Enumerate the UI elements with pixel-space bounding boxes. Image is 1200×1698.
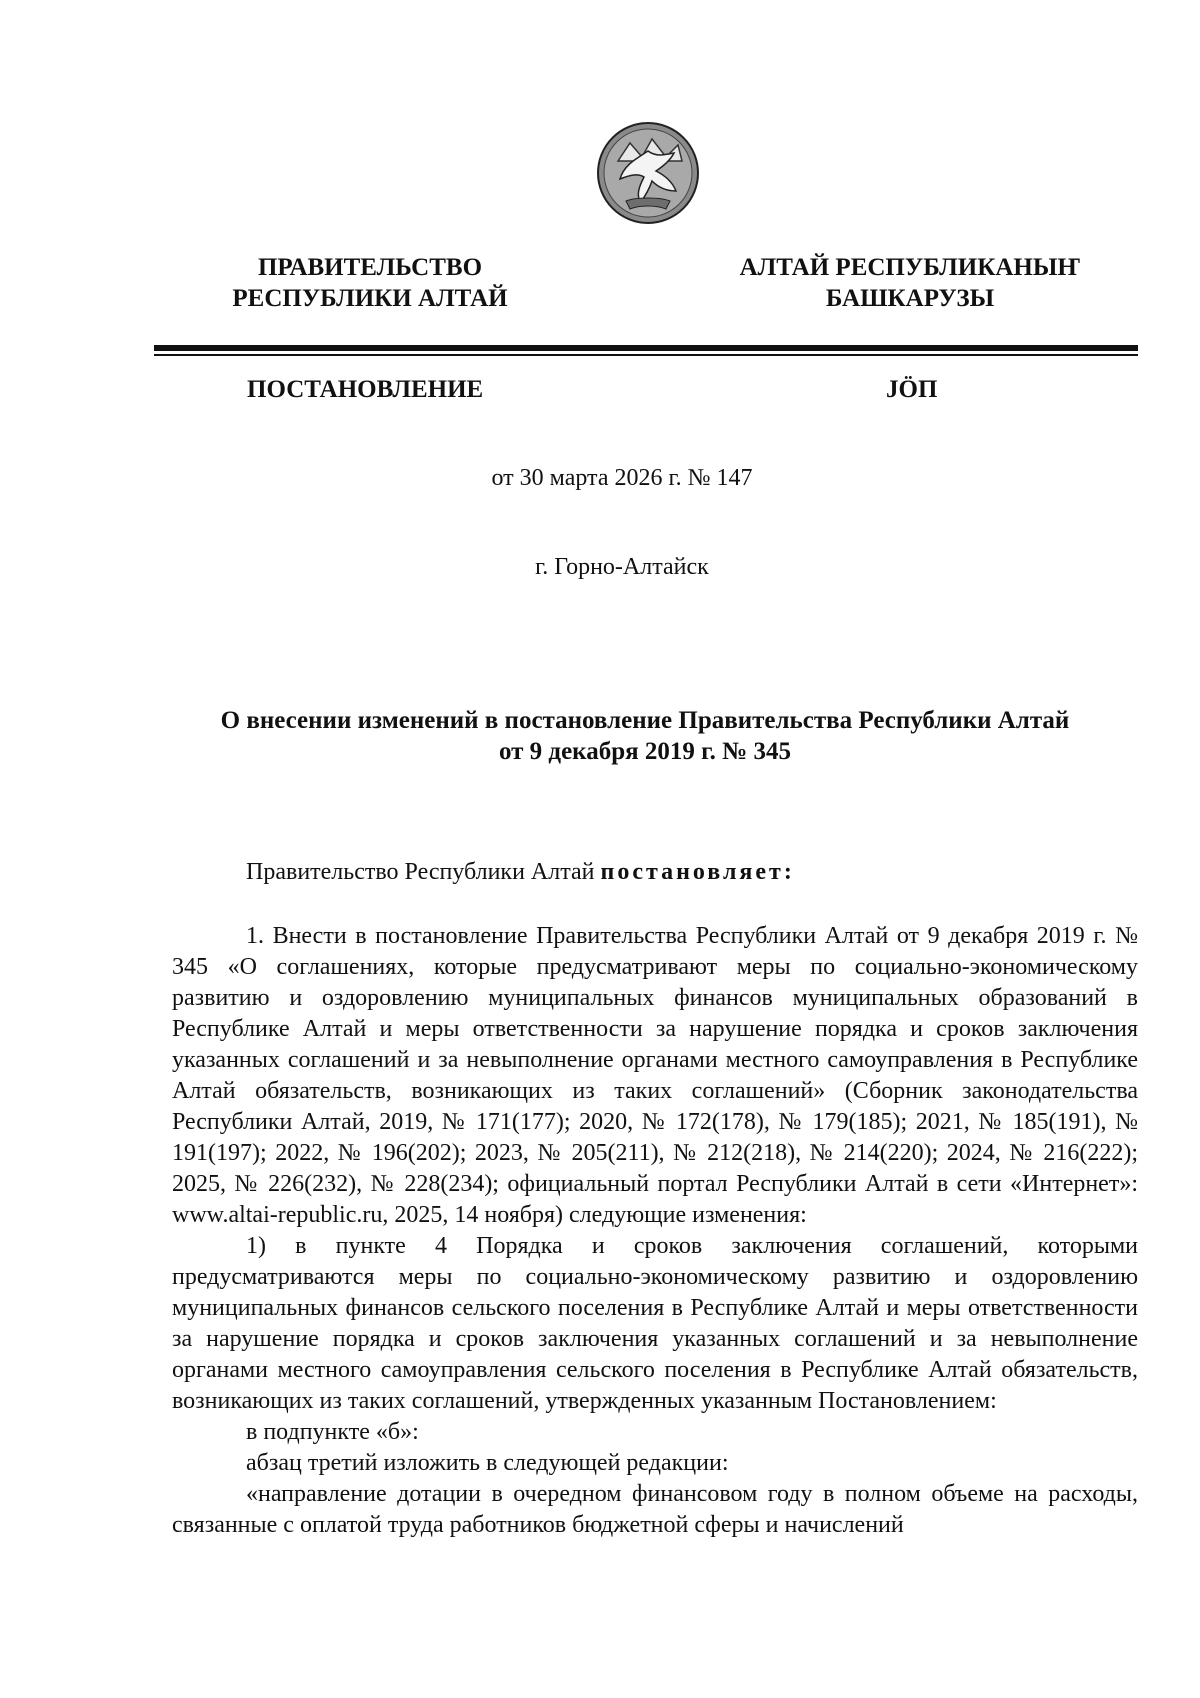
document-body [172,857,1138,1541]
left-org-line-2: РЕСПУБЛИКИ АЛТАЙ [232,285,508,312]
preamble-emphasis: постановляет: [600,859,795,885]
preamble-prefix: Правительство Республики Алтай [246,859,601,885]
emblem-graphic [596,121,700,225]
document-title [150,705,1140,767]
right-org-line-2: БАШКАРУЗЫ [825,285,995,312]
right-org-line-1: АЛТАЙ РЕСПУБЛИКАНЫҤ [739,254,1081,281]
paragraph-1: 1. Внести в постановление Правительства Республики Алтай от 9 декабря 2019 г. № 345 «О соглашениях, которые предусматривают меры по социально-экономическому развитию и оздоровлению муниципальных финансов муниципальных образований в Республике Алтай и меры ответственности за нарушение порядка и сроков заключения указанных соглашений и за невыполнение органами местного самоуправления в Республике Алтай обязательств, возникающих из таких соглашений» (Сборник законодательства Республики Алтай, 2019, № 171(177); 2020, № 172(178), № 179(185); 2021, № 185(191), № 191(197); 2022, № 196(202); 2023, № 205(211), № 212(218), № 214(220); 2024, № 216(222); 2025, № 226(232), № 228(234); официальный портал Республики Алтай в сети «Интернет»: www.altai-republic.ru, 2025, 14 ноября) следующие изменения: [172,923,1138,1228]
preamble [172,857,1138,888]
title-line-2: от 9 декабря 2019 г. № 345 [498,738,792,765]
document-type-altai: JÖП [886,376,938,403]
right-organization-name [720,252,1100,314]
paragraph-3: в подпункте «б»: [246,1419,419,1445]
left-organization-name [200,252,540,314]
paragraph-4: абзац третий изложить в следующей редакции: [246,1450,729,1476]
title-line-1: О внесении изменений в постановление Правительства Республики Алтай [220,707,1070,734]
paragraph-5: «направление дотации в очередном финансовом году в полном объеме на расходы, связанные с оплатой труда работников бюджетной сферы и начислений [172,1481,1138,1538]
coat-of-arms-icon [596,121,700,225]
document-type-russian: ПОСТАНОВЛЕНИЕ [247,376,484,403]
document-date-number: от 30 марта 2026 г. № 147 [491,465,753,491]
document-city: г. Горно-Алтайск [535,554,709,580]
left-org-line-1: ПРАВИТЕЛЬСТВО [257,254,483,281]
header-divider-thick [154,345,1138,351]
paragraph-2: 1) в пункте 4 Порядка и сроков заключения соглашений, которыми предусматриваются меры по социально-экономическому развитию и оздоровлению муниципальных финансов сельского поселения в Республике Алтай и меры ответственности за нарушение порядка и сроков заключения указанных соглашений и за невыполнение органами местного самоуправления сельского поселения в Республике Алтай обязательств, возникающих из таких соглашений, утвержденных указанным Постановлением: [172,1233,1138,1414]
header-divider-thin [154,354,1138,356]
